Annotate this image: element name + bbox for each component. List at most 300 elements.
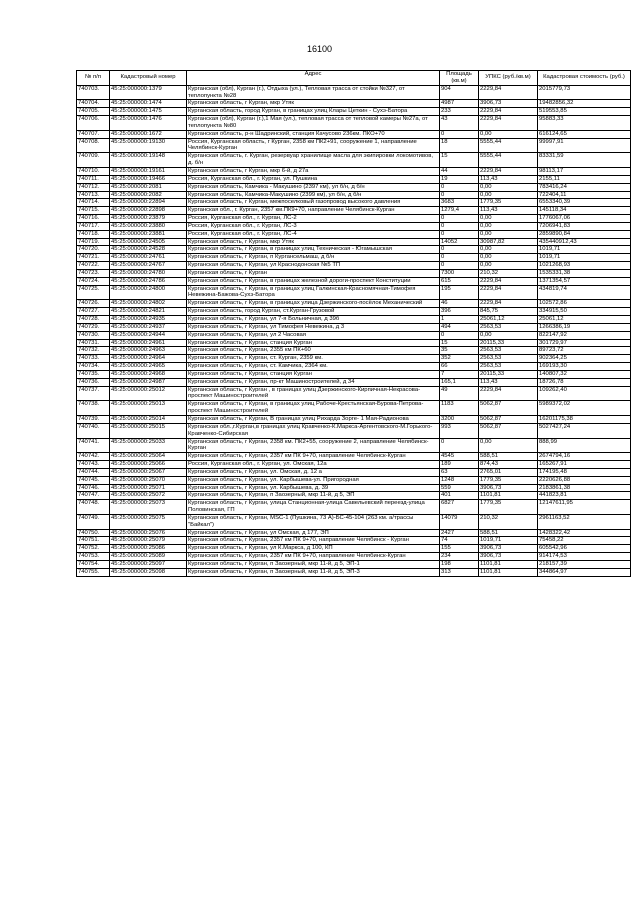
area-cell: 14052: [440, 238, 479, 246]
row-number-cell: 740711.: [77, 175, 110, 183]
cadastral-number-cell: 45:25:000000:24963: [110, 347, 187, 355]
address-cell: Курганская область, г Курган, в границах улиц Техническая - Югамышская: [187, 246, 440, 254]
area-cell: 2427: [440, 529, 479, 537]
cadastral-value-cell: 441823,81: [538, 492, 631, 500]
upks-cell: 0,00: [479, 191, 538, 199]
cadastral-value-cell: 99997,91: [538, 138, 631, 153]
row-number-cell: 740719.: [77, 238, 110, 246]
table-header: [77, 71, 631, 86]
address-cell: Курганская область, г Курган, ул Тимофея Невежина, д 3: [187, 323, 440, 331]
row-number-cell: 740738.: [77, 401, 110, 416]
area-cell: 615: [440, 277, 479, 285]
table-row: [77, 207, 631, 215]
address-cell: Курганская область, г Курган, ул. Карбышева, д. 39: [187, 484, 440, 492]
area-cell: 0: [440, 331, 479, 339]
table-row: [77, 363, 631, 371]
cadastral-value-cell: 5989372,02: [538, 401, 631, 416]
cadastral-number-cell: 45:25:000000:23881: [110, 230, 187, 238]
area-cell: 0: [440, 130, 479, 138]
upks-cell: 2229,84: [479, 116, 538, 131]
row-number-cell: 740727.: [77, 308, 110, 316]
row-number-cell: 740739.: [77, 415, 110, 423]
area-cell: 401: [440, 492, 479, 500]
address-cell: Курганская область, р-н Шадринский, станция Качусово 236км. ПКО+70: [187, 130, 440, 138]
address-cell: Россия, Курганская обл., г. Курган, ул. Омская, 12а: [187, 461, 440, 469]
area-cell: 4987: [440, 100, 479, 108]
cadastral-number-cell: 45:25:000000:25072: [110, 492, 187, 500]
table-row: [77, 138, 631, 153]
upks-cell: 845,75: [479, 308, 538, 316]
table-row: [77, 461, 631, 469]
address-cell: Курганская область, г Курган, ул. Карбышева-ул. Пригородная: [187, 476, 440, 484]
row-number-cell: 740742.: [77, 453, 110, 461]
row-number-cell: 740718.: [77, 230, 110, 238]
table-row: [77, 199, 631, 207]
area-cell: 165,1: [440, 378, 479, 386]
upks-cell: 0,00: [479, 230, 538, 238]
address-cell: Россия, Курганская обл., г. Курган, ЛС-3: [187, 222, 440, 230]
table-row: [77, 222, 631, 230]
cadastral-number-cell: 45:25:000000:25079: [110, 537, 187, 545]
upks-cell: 0,00: [479, 438, 538, 453]
upks-cell: 113,43: [479, 378, 538, 386]
table-row: [77, 453, 631, 461]
area-cell: 3683: [440, 199, 479, 207]
cadastral-value-cell: 2674794,16: [538, 453, 631, 461]
row-number-cell: 740748.: [77, 500, 110, 515]
table-row: [77, 438, 631, 453]
table-row: [77, 492, 631, 500]
cadastral-value-cell: 165267,91: [538, 461, 631, 469]
table-row: [77, 116, 631, 131]
upks-cell: 1101,81: [479, 561, 538, 569]
area-cell: 1: [440, 316, 479, 324]
address-cell: Курганская область, г Курган: [187, 269, 440, 277]
row-number-cell: 740745.: [77, 476, 110, 484]
cadastral-number-cell: 45:25:000000:19161: [110, 167, 187, 175]
upks-cell: 1779,35: [479, 476, 538, 484]
table-row: [77, 468, 631, 476]
cadastral-value-cell: 5027427,24: [538, 423, 631, 438]
row-number-cell: 740733.: [77, 355, 110, 363]
address-cell: Курганская обл., г. Курган, 2357 км.ПК9+70, направление Челябинск-Курган: [187, 207, 440, 215]
row-number-cell: 740709.: [77, 153, 110, 168]
address-cell: Курганская область, г Курган, улица Станционная-улица Савельевский переезд-улица Половинская, ГП: [187, 500, 440, 515]
area-cell: 198: [440, 561, 479, 569]
area-cell: 0: [440, 183, 479, 191]
address-cell: Курганская область, г Курган , в границах улиц Дзержинского-Кирпичная-Некрасова-проспект Машиностроителей: [187, 386, 440, 401]
cadastral-number-cell: 45:25:000000:24802: [110, 300, 187, 308]
upks-cell: 2229,84: [479, 300, 538, 308]
cadastral-number-cell: 45:25:000000:22894: [110, 199, 187, 207]
cadastral-number-cell: 45:25:000000:25013: [110, 401, 187, 416]
cadastral-number-cell: 45:25:000000:24944: [110, 331, 187, 339]
upks-cell: 0,00: [479, 331, 538, 339]
cadastral-value-cell: 1776067,06: [538, 215, 631, 223]
cadastral-number-cell: 45:25:000000:19466: [110, 175, 187, 183]
table-row: [77, 230, 631, 238]
cadastral-number-cell: 45:25:000000:24761: [110, 254, 187, 262]
address-cell: Курганская область, город Курган, в границах улиц Клары Цеткин - Сухэ-Батора: [187, 108, 440, 116]
upks-cell: 2229,84: [479, 167, 538, 175]
cadastral-value-cell: 344864,97: [538, 568, 631, 576]
upks-cell: 0,00: [479, 262, 538, 270]
area-cell: 396: [440, 308, 479, 316]
row-number-cell: 740734.: [77, 363, 110, 371]
cadastral-value-cell: 722404,11: [538, 191, 631, 199]
upks-cell: 2563,53: [479, 347, 538, 355]
area-cell: 74: [440, 537, 479, 545]
cadastral-number-cell: 45:25:000000:24987: [110, 378, 187, 386]
area-cell: 0: [440, 438, 479, 453]
cadastral-number-cell: 45:25:000000:25097: [110, 561, 187, 569]
cadastral-number-cell: 45:25:000000:25067: [110, 468, 187, 476]
upks-cell: 113,43: [479, 175, 538, 183]
row-number-cell: 740741.: [77, 438, 110, 453]
cadastral-value-cell: 16201175,38: [538, 415, 631, 423]
table-row: [77, 100, 631, 108]
table-row: [77, 308, 631, 316]
row-number-cell: 740736.: [77, 378, 110, 386]
address-cell: Курганская область, г Курган, ул 7-я Больничная, д 39б: [187, 316, 440, 324]
row-number-cell: 740735.: [77, 370, 110, 378]
row-number-cell: 740724.: [77, 277, 110, 285]
cadastral-number-cell: 45:25:000000:24528: [110, 246, 187, 254]
cadastral-value-cell: 519553,85: [538, 108, 631, 116]
area-cell: 3200: [440, 415, 479, 423]
table-row: [77, 355, 631, 363]
area-cell: 155: [440, 545, 479, 553]
upks-cell: 2229,84: [479, 285, 538, 300]
cadastral-value-cell: 2155,11: [538, 175, 631, 183]
address-cell: Курганская область, г Курган, п Заозерный, мкр 11-й, д 5, ЭП-3: [187, 568, 440, 576]
cadastral-number-cell: 45:25:000000:1476: [110, 116, 187, 131]
upks-cell: 3906,73: [479, 100, 538, 108]
cadastral-number-cell: 45:25:000000:2081: [110, 183, 187, 191]
upks-cell: 113,43: [479, 207, 538, 215]
cadastral-number-cell: 45:25:000000:25075: [110, 514, 187, 529]
cadastral-value-cell: 2015779,73: [538, 85, 631, 100]
upks-cell: 2563,53: [479, 323, 538, 331]
cadastral-value-cell: 616124,65: [538, 130, 631, 138]
upks-cell: 0,00: [479, 130, 538, 138]
area-cell: 0: [440, 230, 479, 238]
upks-cell: 0,00: [479, 254, 538, 262]
row-number-cell: 740704.: [77, 100, 110, 108]
address-cell: Курганская область, г Курган, 2357 км ПК 9+70, направление Челябинск-Курган: [187, 553, 440, 561]
table-row: [77, 347, 631, 355]
cadastral-value-cell: 301729,97: [538, 339, 631, 347]
table-row: [77, 215, 631, 223]
area-cell: 15: [440, 339, 479, 347]
cadastral-number-cell: 45:25:000000:25033: [110, 438, 187, 453]
upks-cell: 5555,44: [479, 138, 538, 153]
table-row: [77, 285, 631, 300]
address-cell: Россия, Курганская обл., г. Курган, ЛС-4: [187, 230, 440, 238]
row-number-cell: 740755.: [77, 568, 110, 576]
area-cell: 993: [440, 423, 479, 438]
row-number-cell: 740740.: [77, 423, 110, 438]
header-address: Адрес: [187, 71, 440, 86]
upks-cell: 1779,35: [479, 500, 538, 515]
address-cell: Курганская область, Камчика-Макушино (2399 км), ул б/н, д б/н: [187, 191, 440, 199]
cadastral-number-cell: 45:25:000000:24961: [110, 339, 187, 347]
row-number-cell: 740744.: [77, 468, 110, 476]
header-cadastral-value: Кадастровая стоимость (руб.): [538, 71, 631, 86]
cadastral-value-cell: 25061,12: [538, 316, 631, 324]
cadastral-value-cell: 435440912,43: [538, 238, 631, 246]
cadastral-value-cell: 75458,22: [538, 537, 631, 545]
upks-cell: 30987,82: [479, 238, 538, 246]
upks-cell: 874,43: [479, 461, 538, 469]
upks-cell: 2229,84: [479, 108, 538, 116]
area-cell: 1248: [440, 476, 479, 484]
address-cell: Курганская область, г Курган, ул Краснодонская №5 ТП: [187, 262, 440, 270]
table-row: [77, 370, 631, 378]
area-cell: 14079: [440, 514, 479, 529]
cadastral-value-cell: 12147611,95: [538, 500, 631, 515]
address-cell: Курганская область, г Курган, мкр Утяк: [187, 100, 440, 108]
address-cell: Россия, Курганская область, г Курган, 2358 км ПК2+91, сооружение 1, направление Челябинск-Курган: [187, 138, 440, 153]
area-cell: 189: [440, 461, 479, 469]
area-cell: 233: [440, 108, 479, 116]
cadastral-number-cell: 45:25:000000:24800: [110, 285, 187, 300]
area-cell: 0: [440, 246, 479, 254]
table-row: [77, 553, 631, 561]
upks-cell: 2563,53: [479, 355, 538, 363]
cadastral-number-cell: 45:25:000000:25086: [110, 545, 187, 553]
cadastral-number-cell: 45:25:000000:1379: [110, 85, 187, 100]
area-cell: 0: [440, 254, 479, 262]
area-cell: 195: [440, 285, 479, 300]
row-number-cell: 740743.: [77, 461, 110, 469]
upks-cell: 588,51: [479, 529, 538, 537]
table-row: [77, 537, 631, 545]
header-row-number: № п/п: [77, 71, 110, 86]
upks-cell: 0,00: [479, 222, 538, 230]
upks-cell: 3906,73: [479, 484, 538, 492]
row-number-cell: 740732.: [77, 347, 110, 355]
address-cell: Курганская обл.,г.Курган,в границах улиц Кравченко-К.Маркса-Аргентовского-М.Горького-Кравченко-Сибирская: [187, 423, 440, 438]
row-number-cell: 740723.: [77, 269, 110, 277]
cadastral-number-cell: 45:25:000000:25098: [110, 568, 187, 576]
cadastral-value-cell: 2183861,38: [538, 484, 631, 492]
upks-cell: 2229,84: [479, 85, 538, 100]
cadastral-value-cell: 334915,50: [538, 308, 631, 316]
row-number-cell: 740712.: [77, 183, 110, 191]
cadastral-value-cell: 822147,92: [538, 331, 631, 339]
table-row: [77, 167, 631, 175]
row-number-cell: 740714.: [77, 199, 110, 207]
upks-cell: 20115,33: [479, 370, 538, 378]
row-number-cell: 740749.: [77, 514, 110, 529]
table-row: [77, 386, 631, 401]
table-row: [77, 183, 631, 191]
area-cell: 43: [440, 116, 479, 131]
row-number-cell: 740725.: [77, 285, 110, 300]
table-row: [77, 514, 631, 529]
upks-cell: 1779,35: [479, 199, 538, 207]
upks-cell: 5555,44: [479, 153, 538, 168]
table-row: [77, 269, 631, 277]
area-cell: 44: [440, 167, 479, 175]
cadastral-value-cell: 2220626,88: [538, 476, 631, 484]
cadastral-number-cell: 45:25:000000:24505: [110, 238, 187, 246]
table-row: [77, 85, 631, 100]
row-number-cell: 740717.: [77, 222, 110, 230]
row-number-cell: 740720.: [77, 246, 110, 254]
table-row: [77, 130, 631, 138]
cadastral-value-cell: 1021268,93: [538, 262, 631, 270]
row-number-cell: 740707.: [77, 130, 110, 138]
upks-cell: 2765,01: [479, 468, 538, 476]
cadastral-value-cell: 19482856,32: [538, 100, 631, 108]
cadastral-number-cell: 45:25:000000:25012: [110, 386, 187, 401]
table-row: [77, 401, 631, 416]
table-row: [77, 415, 631, 423]
cadastral-number-cell: 45:25:000000:24935: [110, 316, 187, 324]
cadastral-number-cell: 45:25:000000:23880: [110, 222, 187, 230]
row-number-cell: 740746.: [77, 484, 110, 492]
cadastral-value-cell: 434819,74: [538, 285, 631, 300]
address-cell: Россия, Курганская обл., г. Курган, ул. Пушкина: [187, 175, 440, 183]
address-cell: Курганская область, г Курган, станция Курган: [187, 370, 440, 378]
upks-cell: 0,00: [479, 183, 538, 191]
cadastral-number-cell: 45:25:000000:19130: [110, 138, 187, 153]
row-number-cell: 740722.: [77, 262, 110, 270]
upks-cell: 5062,87: [479, 415, 538, 423]
cadastral-number-cell: 45:25:000000:25014: [110, 415, 187, 423]
upks-cell: 210,32: [479, 514, 538, 529]
address-cell: Курганская область, г Курган, мкр 6-й, д 27а: [187, 167, 440, 175]
cadastral-number-cell: 45:25:000000:25076: [110, 529, 187, 537]
cadastral-value-cell: 605542,96: [538, 545, 631, 553]
address-cell: Курганская область, г Курган, пр-кт Машиностроителей, д 34: [187, 378, 440, 386]
area-cell: 494: [440, 323, 479, 331]
cadastral-value-cell: 6553340,39: [538, 199, 631, 207]
table-row: [77, 191, 631, 199]
row-number-cell: 740705.: [77, 108, 110, 116]
cadastral-value-cell: 914174,53: [538, 553, 631, 561]
row-number-cell: 740731.: [77, 339, 110, 347]
upks-cell: 588,51: [479, 453, 538, 461]
area-cell: 19: [440, 175, 479, 183]
area-cell: 0: [440, 222, 479, 230]
address-cell: Курганская область, г Курган, мкр Утяк: [187, 238, 440, 246]
cadastral-value-cell: 109262,40: [538, 386, 631, 401]
row-number-cell: 740737.: [77, 386, 110, 401]
cadastral-number-cell: 45:25:000000:22898: [110, 207, 187, 215]
address-cell: Курганская область, г Курган, п Заозерный, мкр 11-й, д 5, ЭП-1: [187, 561, 440, 569]
cadastral-number-cell: 45:25:000000:25015: [110, 423, 187, 438]
cadastral-number-cell: 45:25:000000:25089: [110, 553, 187, 561]
table-row: [77, 254, 631, 262]
row-number-cell: 740747.: [77, 492, 110, 500]
table-row: [77, 238, 631, 246]
area-cell: 234: [440, 553, 479, 561]
upks-cell: 25061,12: [479, 316, 538, 324]
area-cell: 0: [440, 215, 479, 223]
row-number-cell: 740715.: [77, 207, 110, 215]
page-number: 16100: [306, 44, 333, 54]
area-cell: 904: [440, 85, 479, 100]
row-number-cell: 740730.: [77, 331, 110, 339]
area-cell: 15: [440, 153, 479, 168]
area-cell: 1183: [440, 401, 479, 416]
cadastral-number-cell: 45:25:000000:23879: [110, 215, 187, 223]
cadastral-number-cell: 45:25:000000:25066: [110, 461, 187, 469]
area-cell: 559: [440, 484, 479, 492]
table-row: [77, 300, 631, 308]
cadastral-value-cell: 1428322,42: [538, 529, 631, 537]
upks-cell: 1101,81: [479, 568, 538, 576]
cadastral-number-cell: 45:25:000000:25071: [110, 484, 187, 492]
cadastral-value-cell: 2859890,84: [538, 230, 631, 238]
header-row: [77, 71, 631, 86]
address-cell: Курганская (обл), Курган (г.),1 Мая (ул.), тепловая трасса от тепловой камеры №27а, от теплопункта №80: [187, 116, 440, 131]
cadastral-number-cell: 45:25:000000:24767: [110, 262, 187, 270]
table-row: [77, 316, 631, 324]
area-cell: 66: [440, 363, 479, 371]
address-cell: Курганская область, г Курган, в границах улиц Галкинская-Красномячная-Тимофея Невежина-Бажова-Сухэ-Батора: [187, 285, 440, 300]
area-cell: 46: [440, 300, 479, 308]
area-cell: 49: [440, 386, 479, 401]
cadastral-value-cell: 95883,33: [538, 116, 631, 131]
cadastral-value-cell: 174195,48: [538, 468, 631, 476]
cadastral-value-table: [76, 70, 631, 577]
cadastral-value-cell: 98113,17: [538, 167, 631, 175]
address-cell: Курганская область, г Курган, в границах железной дороги-проспект Конституции: [187, 277, 440, 285]
row-number-cell: 740729.: [77, 323, 110, 331]
address-cell: Курганская область, г Курган, п Заозерный, мкр 11-й, д 5, ЭП: [187, 492, 440, 500]
address-cell: Курганская область, г Курган, 2355 км ПК+60: [187, 347, 440, 355]
area-cell: 313: [440, 568, 479, 576]
table-row: [77, 545, 631, 553]
cadastral-value-cell: 1266386,19: [538, 323, 631, 331]
row-number-cell: 740721.: [77, 254, 110, 262]
cadastral-number-cell: 45:25:000000:1475: [110, 108, 187, 116]
address-cell: Курганская область, г Курган, 2357 км ПК 9+70, направление Челябинск-Курган: [187, 453, 440, 461]
table-row: [77, 262, 631, 270]
row-number-cell: 740713.: [77, 191, 110, 199]
address-cell: Россия, Курганская обл., г. Курган, ЛС-2: [187, 215, 440, 223]
area-cell: 63: [440, 468, 479, 476]
area-cell: 0: [440, 191, 479, 199]
cadastral-number-cell: 45:25:000000:24821: [110, 308, 187, 316]
cadastral-number-cell: 45:25:000000:1672: [110, 130, 187, 138]
address-cell: Курганская область, г Курган, В границах улиц Рихарда Зорге- 1 Мая-Радионова: [187, 415, 440, 423]
cadastral-value-cell: 83331,59: [538, 153, 631, 168]
address-cell: Курганская область, г Курган, 2358 км. ПК2+55, сооружение 2, направление Челябинск-Курган: [187, 438, 440, 453]
header-upks: УПКС (руб./кв.м): [479, 71, 538, 86]
address-cell: Курганская область, г Курган, МSC-1 (Пушкина, 73 А)-БС-45-104 (263 км. а/трассы "Байкал"): [187, 514, 440, 529]
table-row: [77, 423, 631, 438]
address-cell: Курганская область, г Курган, ул К.Маркса, д 100, КП: [187, 545, 440, 553]
cadastral-number-cell: 45:25:000000:25070: [110, 476, 187, 484]
table-body: [77, 85, 631, 576]
address-cell: Курганская область, г Курган, ул. Омская, д. 12 а: [187, 468, 440, 476]
address-cell: Курганская область, г Курган, ст. Камчика, 2364 км.: [187, 363, 440, 371]
cadastral-number-cell: 45:25:000000:24968: [110, 370, 187, 378]
upks-cell: 210,32: [479, 269, 538, 277]
upks-cell: 1019,71: [479, 537, 538, 545]
row-number-cell: 740706.: [77, 116, 110, 131]
cadastral-number-cell: 45:25:000000:24964: [110, 355, 187, 363]
address-cell: Курганская область, г Курган, ст. Курган, 2359 км.: [187, 355, 440, 363]
row-number-cell: 740726.: [77, 300, 110, 308]
cadastral-value-cell: 169193,30: [538, 363, 631, 371]
upks-cell: 1101,81: [479, 492, 538, 500]
